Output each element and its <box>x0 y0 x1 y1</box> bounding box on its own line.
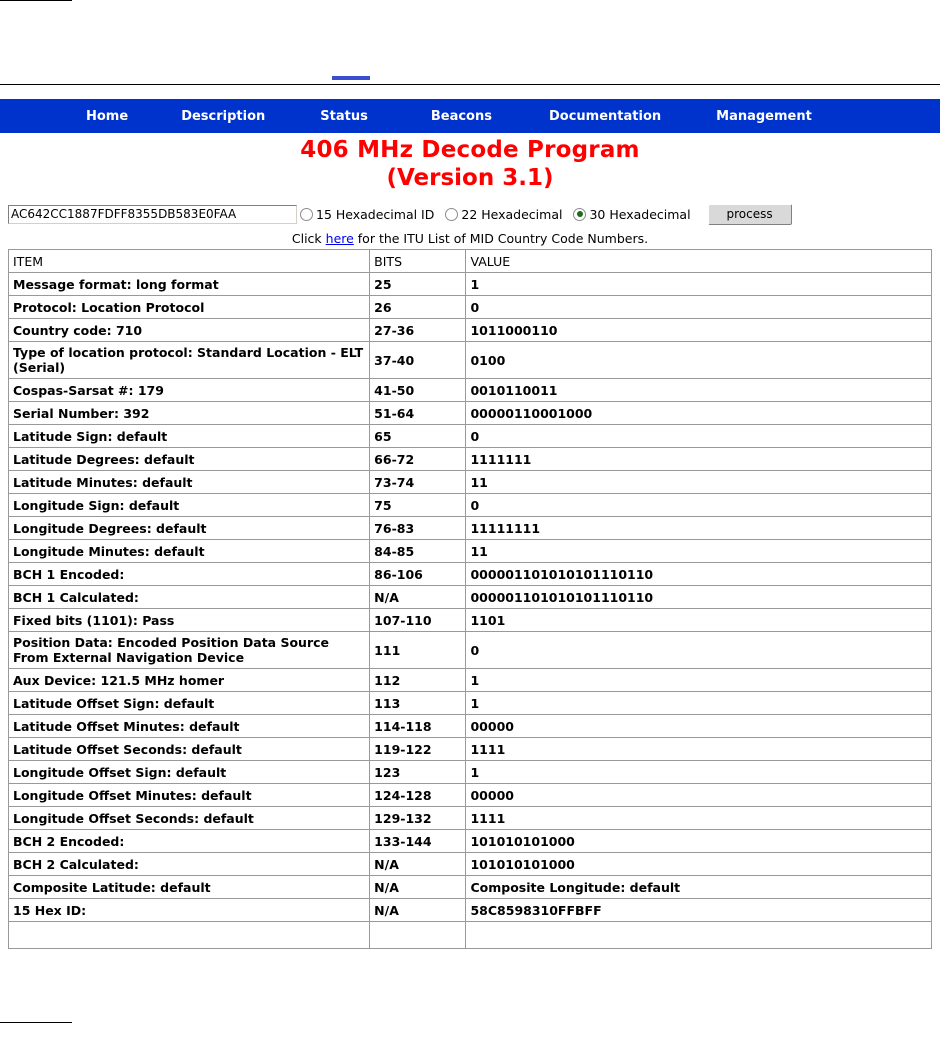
cell-value: 0 <box>466 425 932 448</box>
cell-value: 1111 <box>466 807 932 830</box>
cell-bits: 37-40 <box>370 342 466 379</box>
column-header-item: ITEM <box>9 250 370 273</box>
table-row <box>9 296 932 319</box>
cell-item: Position Data: Encoded Position Data Source From External Navigation Device <box>9 632 370 669</box>
table-row <box>9 471 932 494</box>
table-row <box>9 830 932 853</box>
cell-item: BCH 1 Calculated: <box>9 586 370 609</box>
cell-item: Latitude Offset Minutes: default <box>9 715 370 738</box>
cell-item <box>9 922 370 949</box>
cell-bits: 75 <box>370 494 466 517</box>
cell-bits: 65 <box>370 425 466 448</box>
main-navigation <box>0 99 940 133</box>
nav-item-documentation[interactable]: Documentation <box>548 108 662 124</box>
cell-item: Longitude Minutes: default <box>9 540 370 563</box>
cell-bits: 73-74 <box>370 471 466 494</box>
radio-22hex-icon[interactable] <box>445 208 458 221</box>
cell-value: 1011000110 <box>466 319 932 342</box>
cell-item: Composite Latitude: default <box>9 876 370 899</box>
radio-30hex-label: 30 Hexadecimal <box>589 206 691 222</box>
table-row <box>9 922 932 949</box>
itu-note-before: Click <box>291 231 326 246</box>
itu-note-after: for the ITU List of MID Country Code Numbers. <box>353 231 649 246</box>
decode-form <box>8 202 932 226</box>
cell-item: Latitude Minutes: default <box>9 471 370 494</box>
cell-item: Message format: long format <box>9 273 370 296</box>
table-row <box>9 379 932 402</box>
nav-item-beacons[interactable]: Beacons <box>430 108 492 124</box>
table-row <box>9 876 932 899</box>
cell-item: Latitude Offset Seconds: default <box>9 738 370 761</box>
itu-list-link[interactable]: here <box>325 231 354 246</box>
cell-item: BCH 2 Encoded: <box>9 830 370 853</box>
site-logo <box>332 76 370 80</box>
cell-item: Latitude Degrees: default <box>9 448 370 471</box>
cell-value: Composite Longitude: default <box>466 876 932 899</box>
cell-value: 58C8598310FFBFF <box>466 899 932 922</box>
format-radio-group <box>300 207 702 222</box>
cell-value: 1101 <box>466 609 932 632</box>
cell-item: Longitude Offset Seconds: default <box>9 807 370 830</box>
table-row <box>9 517 932 540</box>
table-row <box>9 632 932 669</box>
cell-value: 0 <box>466 632 932 669</box>
cell-item: BCH 2 Calculated: <box>9 853 370 876</box>
cell-bits: 41-50 <box>370 379 466 402</box>
cell-value: 0 <box>466 494 932 517</box>
cell-item: Longitude Sign: default <box>9 494 370 517</box>
cell-bits: 107-110 <box>370 609 466 632</box>
process-button[interactable]: process <box>708 204 792 225</box>
cell-bits: N/A <box>370 586 466 609</box>
radio-option-15hex[interactable] <box>300 207 443 222</box>
nav-item-home[interactable]: Home <box>86 108 129 124</box>
cell-bits: 86-106 <box>370 563 466 586</box>
header-divider <box>0 84 940 85</box>
radio-15hex-label: 15 Hexadecimal ID <box>316 206 435 222</box>
cell-value: 00000 <box>466 715 932 738</box>
table-row <box>9 273 932 296</box>
cell-value: 1111 <box>466 738 932 761</box>
cell-item: 15 Hex ID: <box>9 899 370 922</box>
radio-option-30hex[interactable] <box>573 207 699 222</box>
cell-item: BCH 1 Encoded: <box>9 563 370 586</box>
cell-value: 1 <box>466 669 932 692</box>
page-subtitle: (Version 3.1) <box>386 165 554 191</box>
table-row <box>9 494 932 517</box>
cell-bits: 27-36 <box>370 319 466 342</box>
cell-bits: N/A <box>370 853 466 876</box>
table-row <box>9 899 932 922</box>
table-row <box>9 448 932 471</box>
table-row <box>9 692 932 715</box>
cell-item: Cospas-Sarsat #: 179 <box>9 379 370 402</box>
cell-value: 101010101000 <box>466 830 932 853</box>
radio-option-22hex[interactable] <box>445 207 571 222</box>
cell-bits: 25 <box>370 273 466 296</box>
table-row <box>9 563 932 586</box>
cell-bits: 113 <box>370 692 466 715</box>
cell-item: Fixed bits (1101): Pass <box>9 609 370 632</box>
cell-value: 00000 <box>466 784 932 807</box>
cell-bits: N/A <box>370 876 466 899</box>
table-row <box>9 807 932 830</box>
cell-value: 11 <box>466 471 932 494</box>
cell-bits: 129-132 <box>370 807 466 830</box>
cell-bits: 76-83 <box>370 517 466 540</box>
hex-input[interactable] <box>8 205 297 224</box>
cell-item: Longitude Degrees: default <box>9 517 370 540</box>
cell-value: 11111111 <box>466 517 932 540</box>
cell-bits: 84-85 <box>370 540 466 563</box>
table-row <box>9 761 932 784</box>
cell-value: 1 <box>466 692 932 715</box>
cell-value: 1111111 <box>466 448 932 471</box>
cell-value: 000001101010101110110 <box>466 563 932 586</box>
cell-bits: 114-118 <box>370 715 466 738</box>
cell-bits: 66-72 <box>370 448 466 471</box>
cell-bits: N/A <box>370 899 466 922</box>
table-row <box>9 738 932 761</box>
itu-note <box>0 231 940 246</box>
table-row <box>9 540 932 563</box>
cell-item: Aux Device: 121.5 MHz homer <box>9 669 370 692</box>
cell-value: 00000110001000 <box>466 402 932 425</box>
cell-bits <box>370 922 466 949</box>
radio-22hex-label: 22 Hexadecimal <box>461 206 563 222</box>
column-header-value: VALUE <box>466 250 932 273</box>
table-row <box>9 342 932 379</box>
cell-bits: 123 <box>370 761 466 784</box>
table-row <box>9 784 932 807</box>
cell-item: Longitude Offset Sign: default <box>9 761 370 784</box>
cell-bits: 26 <box>370 296 466 319</box>
cell-value: 1 <box>466 273 932 296</box>
cell-item: Latitude Offset Sign: default <box>9 692 370 715</box>
cell-item: Country code: 710 <box>9 319 370 342</box>
table-row <box>9 586 932 609</box>
radio-30hex-icon[interactable] <box>573 208 586 221</box>
radio-15hex-icon[interactable] <box>300 208 313 221</box>
cell-item: Serial Number: 392 <box>9 402 370 425</box>
table-row <box>9 715 932 738</box>
table-row <box>9 853 932 876</box>
cell-bits: 112 <box>370 669 466 692</box>
cell-value: 0 <box>466 296 932 319</box>
cell-bits: 133-144 <box>370 830 466 853</box>
table-row <box>9 402 932 425</box>
table-row <box>9 669 932 692</box>
table-row <box>9 425 932 448</box>
decode-results-table <box>8 249 932 949</box>
nav-item-status[interactable]: Status <box>320 108 368 124</box>
page-title: 406 MHz Decode Program <box>300 137 640 163</box>
table-header-row <box>9 250 932 273</box>
nav-item-description[interactable]: Description <box>181 108 266 124</box>
cell-value: 0010110011 <box>466 379 932 402</box>
cell-value: 000001101010101110110 <box>466 586 932 609</box>
cell-bits: 51-64 <box>370 402 466 425</box>
bottom-divider <box>0 1022 72 1023</box>
cell-value: 0100 <box>466 342 932 379</box>
cell-value: 1 <box>466 761 932 784</box>
column-header-bits: BITS <box>370 250 466 273</box>
cell-item: Longitude Offset Minutes: default <box>9 784 370 807</box>
cell-value <box>466 922 932 949</box>
nav-item-management[interactable]: Management <box>716 108 812 124</box>
cell-item: Latitude Sign: default <box>9 425 370 448</box>
table-row <box>9 319 932 342</box>
cell-value: 11 <box>466 540 932 563</box>
cell-bits: 124-128 <box>370 784 466 807</box>
top-divider <box>0 0 72 1</box>
cell-bits: 119-122 <box>370 738 466 761</box>
cell-item: Type of location protocol: Standard Location - ELT (Serial) <box>9 342 370 379</box>
cell-value: 101010101000 <box>466 853 932 876</box>
cell-item: Protocol: Location Protocol <box>9 296 370 319</box>
table-row <box>9 609 932 632</box>
cell-bits: 111 <box>370 632 466 669</box>
